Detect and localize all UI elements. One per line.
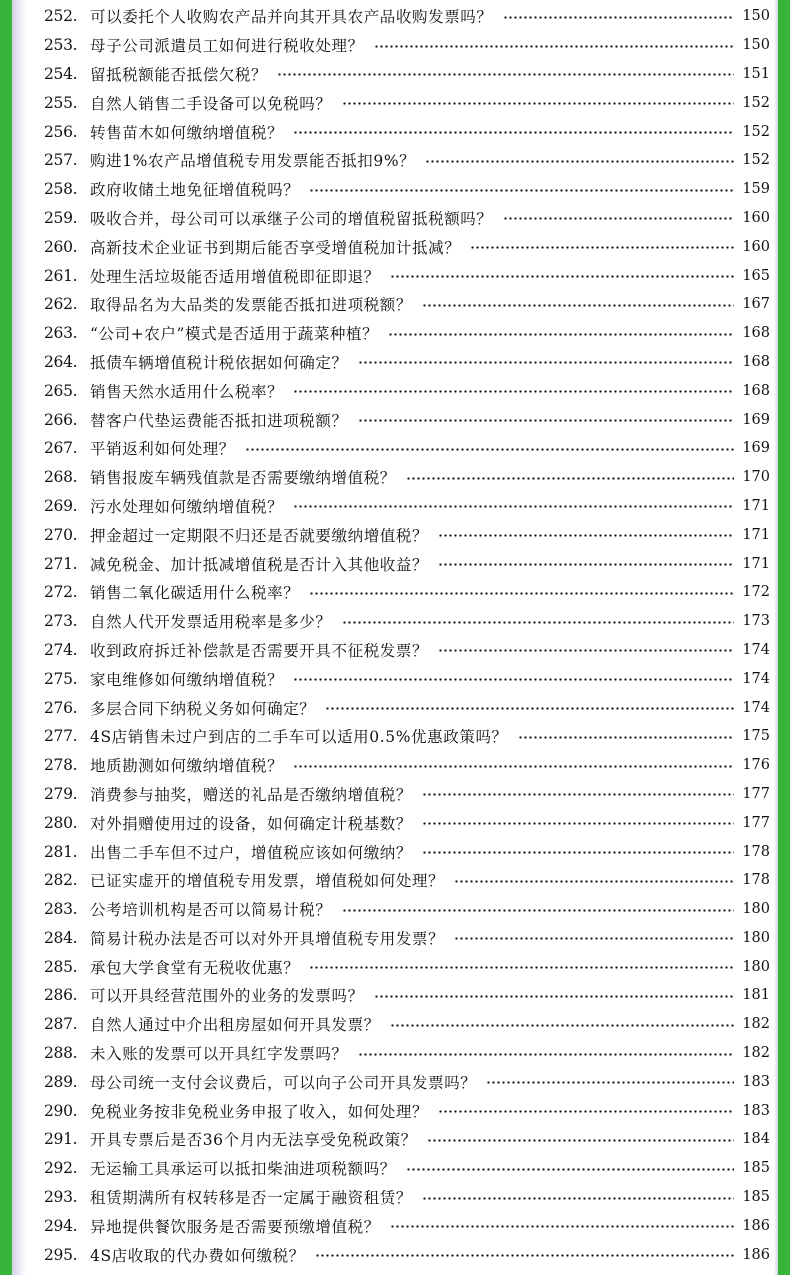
entry-title: 政府收储土地免征增值税吗？ (90, 181, 300, 200)
dot-leader (342, 102, 734, 105)
entry-number: 259. (44, 208, 78, 227)
toc-entry (44, 376, 770, 405)
entry-title: 自然人通过中介出租房屋如何开具发票？ (90, 1016, 380, 1035)
entry-title: 抵债车辆增值税计税依据如何确定？ (90, 353, 348, 372)
entry-title: 转售苗木如何缴纳增值税？ (90, 123, 284, 142)
toc-entry (44, 1039, 770, 1068)
entry-page-number: 174 (742, 699, 770, 716)
entry-title: 销售天然水适用什么税率？ (90, 382, 284, 401)
entry-page-number: 184 (742, 1131, 770, 1148)
toc-entry (44, 88, 770, 117)
toc-entry (44, 1240, 770, 1269)
entry-number: 258. (44, 180, 78, 199)
entry-title: 自然人代开发票适用税率是多少？ (90, 613, 332, 632)
entry-title: 减免税金、加计抵减增值税是否计入其他收益？ (90, 555, 429, 574)
entry-number: 293. (44, 1188, 78, 1207)
entry-number: 266. (44, 410, 78, 429)
entry-title: 4S店销售未过户到店的二手车可以适用0.5%优惠政策吗？ (90, 728, 508, 747)
entry-title: 母子公司派遣员工如何进行税收处理？ (90, 37, 364, 56)
entry-title: 免税业务按非免税业务申报了收入，如何处理？ (90, 1102, 429, 1121)
entry-page-number: 173 (742, 613, 770, 630)
entry-number: 282. (44, 871, 78, 890)
entry-page-number: 168 (742, 325, 770, 342)
entry-page-number: 152 (742, 152, 770, 169)
entry-page-number: 186 (742, 1246, 770, 1263)
toc-entry (44, 607, 770, 636)
entry-title: 出售二手车但不过户，增值税应该如何缴纳？ (90, 843, 413, 862)
entry-title: 承包大学食堂有无税收优惠？ (90, 958, 300, 977)
entry-page-number: 150 (742, 8, 770, 25)
entry-number: 263. (44, 324, 78, 343)
dot-leader (374, 995, 734, 998)
toc-entry (44, 290, 770, 319)
entry-page-number: 152 (742, 94, 770, 111)
dot-leader (309, 189, 734, 192)
entry-page-number: 160 (742, 238, 770, 255)
toc-entry (44, 1154, 770, 1183)
entry-page-number: 169 (742, 411, 770, 428)
entry-title: 可以委托个人收购农产品并向其开具农产品收购发票吗？ (90, 8, 493, 27)
entry-title: 收到政府拆迁补偿款是否需要开具不征税发票？ (90, 641, 429, 660)
toc-entry (44, 1067, 770, 1096)
entry-title: 处理生活垃圾能否适用增值税即征即退？ (90, 267, 380, 286)
dot-leader (390, 1024, 734, 1027)
entry-number: 288. (44, 1044, 78, 1063)
entry-title: 未入账的发票可以开具红字发票吗？ (90, 1045, 348, 1064)
entry-number: 294. (44, 1216, 78, 1235)
toc-entry (44, 924, 770, 953)
dot-leader (293, 505, 734, 508)
entry-number: 279. (44, 784, 78, 803)
entry-page-number: 185 (742, 1160, 770, 1177)
toc-entry (44, 808, 770, 837)
entry-page-number: 165 (742, 267, 770, 284)
entry-number: 275. (44, 669, 78, 688)
toc-entry (44, 146, 770, 175)
entry-title: 开具专票后是否36个月内无法享受免税政策？ (90, 1131, 417, 1150)
dot-leader (390, 1225, 734, 1228)
entry-number: 272. (44, 583, 78, 602)
toc-entry (44, 261, 770, 290)
entry-page-number: 174 (742, 641, 770, 658)
dot-leader (342, 621, 734, 624)
entry-title: 可以开具经营范围外的业务的发票吗？ (90, 987, 364, 1006)
toc-entry (44, 636, 770, 665)
dot-leader (374, 45, 734, 48)
entry-page-number: 171 (742, 555, 770, 572)
entry-title: 自然人销售二手设备可以免税吗？ (90, 94, 332, 113)
toc-entry (44, 232, 770, 261)
entry-page-number: 174 (742, 670, 770, 687)
toc-entry (44, 204, 770, 233)
toc-entry (44, 895, 770, 924)
dot-leader (358, 1053, 734, 1056)
dot-leader (315, 1254, 734, 1257)
entry-page-number: 182 (742, 1045, 770, 1062)
entry-number: 256. (44, 122, 78, 141)
entry-page-number: 177 (742, 814, 770, 831)
entry-page-number: 172 (742, 584, 770, 601)
entry-page-number: 160 (742, 209, 770, 226)
entry-page-number: 175 (742, 728, 770, 745)
toc-entry (44, 1010, 770, 1039)
entry-page-number: 180 (742, 901, 770, 918)
entry-number: 287. (44, 1015, 78, 1034)
dot-leader (486, 1081, 734, 1084)
entry-page-number: 178 (742, 843, 770, 860)
entry-number: 291. (44, 1130, 78, 1149)
entry-number: 270. (44, 525, 78, 544)
dot-leader (309, 592, 734, 595)
entry-number: 292. (44, 1159, 78, 1178)
toc-entry (44, 1096, 770, 1125)
entry-number: 255. (44, 93, 78, 112)
toc-entry (44, 981, 770, 1010)
entry-page-number: 170 (742, 469, 770, 486)
entry-page-number: 183 (742, 1073, 770, 1090)
entry-number: 285. (44, 957, 78, 976)
entry-number: 252. (44, 7, 78, 26)
toc-entry (44, 434, 770, 463)
entry-title: 高新技术企业证书到期后能否享受增值税加计抵减？ (90, 238, 461, 257)
entry-number: 278. (44, 756, 78, 775)
toc-entry (44, 780, 770, 809)
entry-page-number: 171 (742, 497, 770, 514)
entry-page-number: 171 (742, 526, 770, 543)
table-of-contents (44, 2, 770, 1269)
toc-entry (44, 520, 770, 549)
dot-leader (438, 649, 734, 652)
entry-title: 替客户代垫运费能否抵扣进项税额？ (90, 411, 348, 430)
entry-title: 家电维修如何缴纳增值税？ (90, 670, 284, 689)
dot-leader (422, 304, 734, 307)
toc-entry (44, 549, 770, 578)
entry-number: 267. (44, 439, 78, 458)
entry-number: 261. (44, 266, 78, 285)
entry-title: 已证实虚开的增值税专用发票，增值税如何处理？ (90, 872, 445, 891)
toc-entry (44, 837, 770, 866)
dot-leader (422, 793, 734, 796)
dot-leader (245, 448, 734, 451)
dot-leader (454, 937, 734, 940)
dot-leader (470, 246, 734, 249)
dot-leader (438, 1110, 734, 1113)
entry-title: 对外捐赠使用过的设备，如何确定计税基数？ (90, 814, 413, 833)
entry-title: “公司+农户”模式是否适用于蔬菜种植？ (90, 325, 379, 344)
entry-page-number: 180 (742, 958, 770, 975)
entry-number: 283. (44, 900, 78, 919)
dot-leader (293, 678, 734, 681)
dot-leader (309, 966, 734, 969)
entry-number: 277. (44, 727, 78, 746)
entry-number: 269. (44, 496, 78, 515)
entry-page-number: 152 (742, 123, 770, 140)
entry-number: 281. (44, 842, 78, 861)
entry-title: 销售报废车辆残值款是否需要缴纳增值税？ (90, 469, 396, 488)
toc-entry (44, 117, 770, 146)
entry-number: 273. (44, 612, 78, 631)
entry-number: 271. (44, 554, 78, 573)
entry-number: 253. (44, 36, 78, 55)
toc-entry (44, 722, 770, 751)
toc-entry (44, 952, 770, 981)
entry-page-number: 185 (742, 1189, 770, 1206)
toc-entry (44, 751, 770, 780)
entry-number: 257. (44, 151, 78, 170)
entry-title: 平销返利如何处理？ (90, 440, 235, 459)
dot-leader (422, 822, 734, 825)
dot-leader (518, 736, 734, 739)
dot-leader (427, 1139, 734, 1142)
entry-page-number: 168 (742, 382, 770, 399)
dot-leader (454, 880, 734, 883)
dot-leader (342, 909, 734, 912)
entry-page-number: 178 (742, 872, 770, 889)
dot-leader (503, 217, 734, 220)
toc-entry (44, 60, 770, 89)
dot-leader (390, 275, 734, 278)
dot-leader (422, 851, 734, 854)
dot-leader (293, 390, 734, 393)
dot-leader (277, 73, 734, 76)
dot-leader (388, 333, 734, 336)
entry-title: 异地提供餐饮服务是否需要预缴增值税？ (90, 1217, 380, 1236)
dot-leader (358, 419, 734, 422)
toc-entry (44, 463, 770, 492)
toc-entry (44, 664, 770, 693)
entry-title: 押金超过一定期限不归还是否就要缴纳增值税？ (90, 526, 429, 545)
dot-leader (425, 160, 734, 163)
toc-entry (44, 1211, 770, 1240)
dot-leader (503, 16, 734, 19)
toc-entry (44, 866, 770, 895)
entry-title: 公考培训机构是否可以简易计税？ (90, 901, 332, 920)
entry-title: 取得品名为大品类的发票能否抵扣进项税额？ (90, 296, 413, 315)
entry-number: 254. (44, 64, 78, 83)
toc-entry (44, 1183, 770, 1212)
entry-title: 消费参与抽奖，赠送的礼品是否缴纳增值税？ (90, 785, 413, 804)
entry-number: 286. (44, 986, 78, 1005)
entry-page-number: 151 (742, 65, 770, 82)
entry-page-number: 159 (742, 181, 770, 198)
entry-page-number: 180 (742, 929, 770, 946)
dot-leader (358, 361, 734, 364)
entry-title: 无运输工具承运可以抵扣柴油进项税额吗？ (90, 1160, 396, 1179)
entry-title: 吸收合并，母公司可以承继子公司的增值税留抵税额吗？ (90, 209, 493, 228)
toc-entry (44, 1125, 770, 1154)
entry-page-number: 183 (742, 1102, 770, 1119)
entry-title: 留抵税额能否抵偿欠税？ (90, 65, 268, 84)
entry-number: 274. (44, 640, 78, 659)
toc-entry (44, 348, 770, 377)
entry-number: 264. (44, 352, 78, 371)
entry-page-number: 186 (742, 1217, 770, 1234)
dot-leader (406, 1168, 734, 1171)
dot-leader (293, 765, 734, 768)
dot-leader (293, 131, 734, 134)
entry-title: 地质勘测如何缴纳增值税？ (90, 757, 284, 776)
entry-number: 280. (44, 813, 78, 832)
entry-number: 262. (44, 295, 78, 314)
entry-number: 268. (44, 468, 78, 487)
entry-title: 销售二氧化碳适用什么税率？ (90, 584, 300, 603)
entry-title: 简易计税办法是否可以对外开具增值税专用发票？ (90, 929, 445, 948)
entry-page-number: 169 (742, 440, 770, 457)
dot-leader (422, 1197, 734, 1200)
entry-number: 295. (44, 1245, 78, 1264)
dot-leader (325, 707, 734, 710)
toc-entry (44, 2, 770, 31)
entry-page-number: 167 (742, 296, 770, 313)
toc-entry (44, 693, 770, 722)
toc-entry (44, 492, 770, 521)
entry-number: 290. (44, 1101, 78, 1120)
dot-leader (438, 563, 734, 566)
entry-title: 租赁期满所有权转移是否一定属于融资租赁？ (90, 1189, 413, 1208)
entry-number: 260. (44, 237, 78, 256)
entry-title: 4S店收取的代办费如何缴税？ (90, 1246, 305, 1265)
entry-title: 母公司统一支付会议费后，可以向子公司开具发票吗？ (90, 1073, 477, 1092)
toc-entry (44, 405, 770, 434)
entry-number: 265. (44, 381, 78, 400)
entry-page-number: 177 (742, 785, 770, 802)
dot-leader (438, 534, 734, 537)
entry-title: 多层合同下纳税义务如何确定？ (90, 699, 316, 718)
entry-page-number: 176 (742, 757, 770, 774)
entry-title: 购进1%农产品增值税专用发票能否抵扣9%？ (90, 152, 416, 171)
toc-entry (44, 31, 770, 60)
entry-title: 污水处理如何缴纳增值税？ (90, 497, 284, 516)
entry-page-number: 181 (742, 987, 770, 1004)
entry-number: 284. (44, 928, 78, 947)
toc-entry (44, 175, 770, 204)
dot-leader (406, 477, 734, 480)
entry-page-number: 182 (742, 1016, 770, 1033)
entry-number: 289. (44, 1072, 78, 1091)
toc-entry (44, 319, 770, 348)
entry-page-number: 150 (742, 37, 770, 54)
entry-page-number: 168 (742, 353, 770, 370)
entry-number: 276. (44, 698, 78, 717)
toc-entry (44, 578, 770, 607)
